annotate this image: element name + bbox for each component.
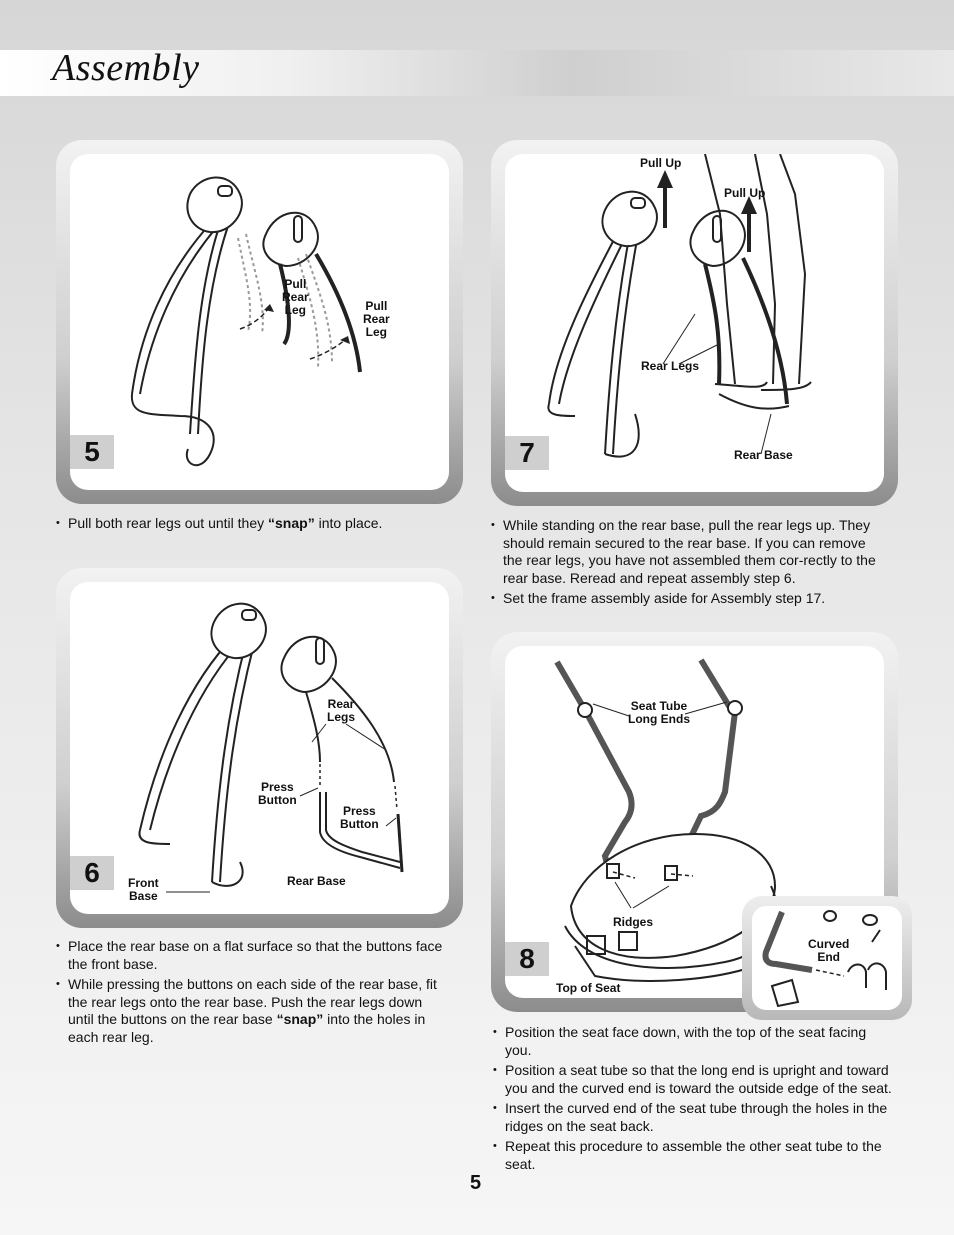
label-press-button-1: Press Button [258, 780, 297, 807]
page-number: 5 [470, 1172, 482, 1194]
step-7-illustration [505, 154, 884, 492]
curved-end-illustration [752, 906, 902, 1010]
step-7-panel [491, 140, 898, 506]
step-7-instructions [491, 517, 886, 611]
step-7-bullet-1: • While standing on the rear base, pull the rear legs up. They should remain secured to the rear base. If you can remove the rear legs, you have not assembled them cor-rectly to the rear base. Reread and repeat assembly step 6. [491, 517, 886, 587]
step-5-number: 5 [70, 435, 114, 469]
page-title: Assembly [52, 47, 200, 89]
step-6-instructions [56, 938, 446, 1049]
step-5-bullet-1: • Pull both rear legs out until they “snap” into place. [56, 515, 456, 533]
label-press-button-2: Press Button [340, 804, 379, 831]
label-rear-base: Rear Base [734, 448, 793, 462]
label-pull-rear-leg-1: Pull Rear Leg [282, 277, 309, 317]
label-rear-base: Rear Base [287, 874, 346, 888]
step-8-bullet-4: • Repeat this procedure to assemble the other seat tube to the seat. [493, 1138, 893, 1173]
step-5-illustration [70, 154, 449, 490]
step-8-bullet-1: • Position the seat face down, with the top of the seat facing you. [493, 1024, 893, 1059]
step-8-bullet-2: • Position a seat tube so that the long end is upright and toward you and the curved end is toward the outside edge of the seat. [493, 1062, 893, 1097]
step-6-panel [56, 568, 463, 928]
curved-end-inset [742, 896, 912, 1020]
step-6-number: 6 [70, 856, 114, 890]
step-7-bullet-2: • Set the frame assembly aside for Assembly step 17. [491, 590, 886, 608]
step-6-drawing [70, 582, 449, 914]
step-8-number: 8 [505, 942, 549, 976]
label-seat-tube-long-ends: Seat Tube Long Ends [628, 699, 690, 726]
label-rear-legs: Rear Legs [327, 697, 356, 724]
label-curved-end: Curved End [808, 937, 850, 964]
step-6-bullet-2: • While pressing the buttons on each side of the rear base, fit the rear legs onto the rear base. Push the rear legs down until the buttons on the rear base “snap” into the holes in each rear leg. [56, 976, 446, 1046]
label-pull-up-2: Pull Up [724, 186, 766, 200]
step-7-number: 7 [505, 436, 549, 470]
step-6-illustration [70, 582, 449, 914]
label-top-of-seat: Top of Seat [556, 981, 621, 995]
label-ridges: Ridges [613, 915, 654, 929]
step-5-instructions [56, 515, 456, 536]
label-pull-rear-leg-2: Pull Rear Leg [363, 299, 390, 339]
step-8-instructions [493, 1024, 893, 1176]
step-7-drawing [505, 154, 884, 492]
label-front-base: Front Base [128, 876, 159, 903]
step-5-panel [56, 140, 463, 504]
label-pull-up-1: Pull Up [640, 156, 682, 170]
label-rear-legs: Rear Legs [641, 359, 700, 373]
step-6-bullet-1: • Place the rear base on a flat surface so that the buttons face the front base. [56, 938, 446, 973]
step-5-drawing [70, 154, 449, 490]
step-8-bullet-3: • Insert the curved end of the seat tube through the holes in the ridges on the seat back. [493, 1100, 893, 1135]
